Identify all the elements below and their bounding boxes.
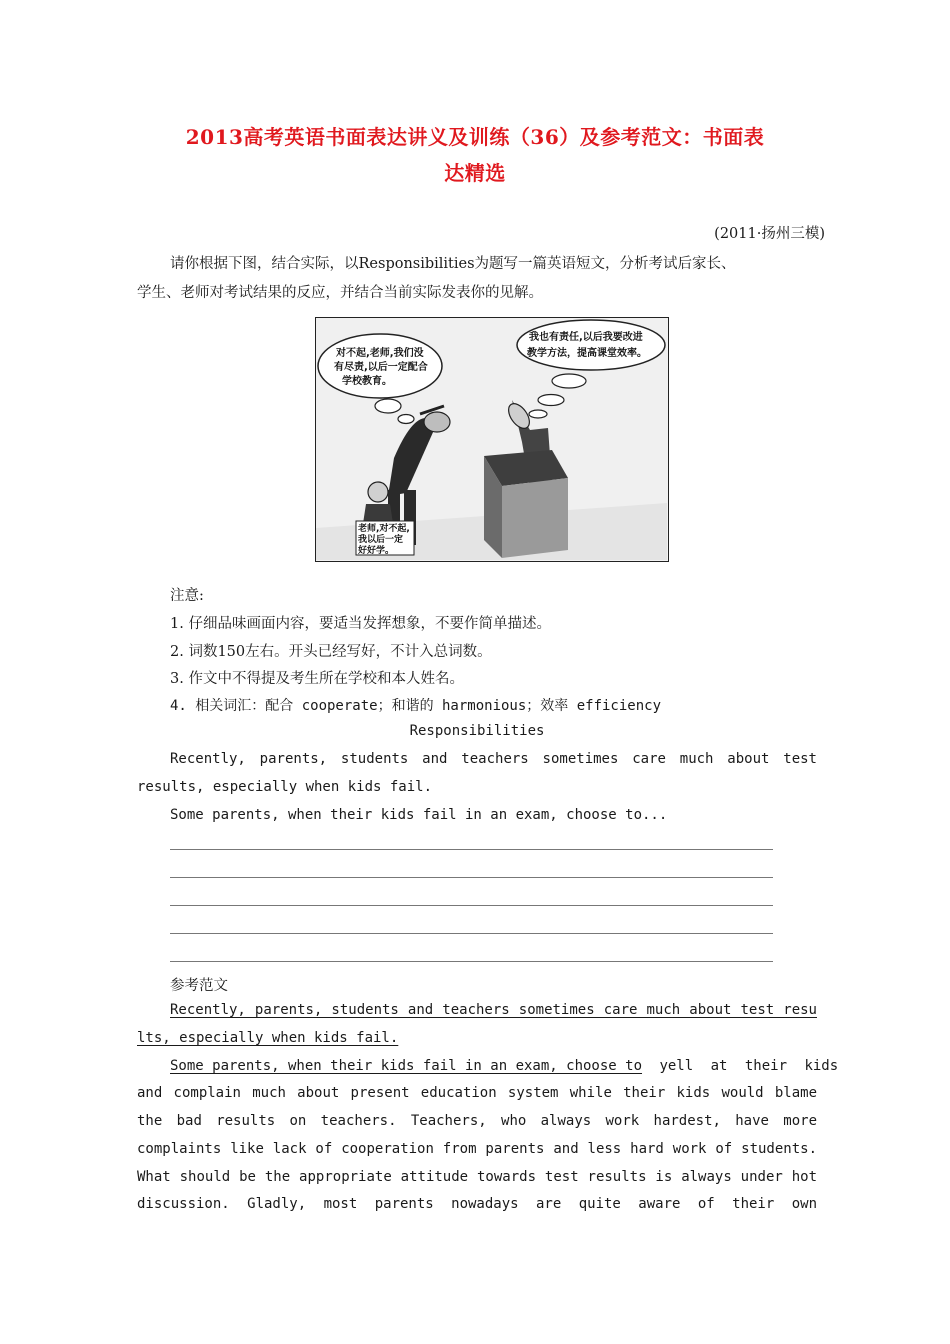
sample-line-5: the bad results on teachers. Teachers, who always work hardest, have more: [137, 1113, 817, 1129]
sample-line-4: and complain much about present education system while their kids would blame: [137, 1085, 817, 1101]
sample-line-1: Recently, parents, students and teachers sometimes care much about test resu: [170, 1002, 817, 1018]
source-citation: (2011·扬州三模): [714, 226, 825, 242]
left-bubble-line-3: 学校教育。: [342, 376, 392, 387]
cartoon-illustration: [315, 317, 669, 562]
prompt-line-2: 学生、老师对考试结果的反应，并结合当前实际发表你的见解。: [137, 285, 543, 301]
cartoon-drawing: [316, 318, 667, 560]
page-title-line1: 2013高考英语书面表达讲义及训练（36）及参考范文：书面表: [185, 125, 765, 149]
notes-item-3: 3. 作文中不得提及考生所在学校和本人姓名。: [170, 671, 464, 687]
sign-line-1: 老师,对不起,: [358, 524, 410, 534]
sample-line-6: complaints like lack of cooperation from parents and less hard work of students.: [137, 1141, 817, 1157]
answer-line-3[interactable]: [170, 905, 773, 906]
prompt-line-1: 请你根据下图，结合实际，以Responsibilities为题写一篇英语短文，分析考试后家长、: [170, 256, 736, 272]
answer-line-1[interactable]: [170, 849, 773, 850]
sample-line-8: discussion. Gladly, most parents nowadays are quite aware of their own: [137, 1196, 817, 1212]
notes-item-2: 2. 词数150左右。开头已经写好，不计入总词数。: [170, 644, 492, 660]
left-bubble-line-1: 对不起,老师,我们没: [336, 348, 424, 359]
sample-line-3: [137, 1058, 850, 1074]
answer-line-4[interactable]: [170, 933, 773, 934]
notes-item-1: 1. 仔细品味画面内容，要适当发挥想象，不要作简单描述。: [170, 616, 551, 632]
right-bubble-line-2: 教学方法，提高课堂效率。: [527, 348, 647, 359]
essay-p1-line1: Recently, parents, students and teachers sometimes care much about test: [170, 751, 817, 767]
right-bubble-line-1: 我也有责任,以后我要改进: [529, 332, 643, 343]
essay-p2: Some parents, when their kids fail in an exam, choose to...: [170, 807, 668, 823]
sign-line-3: 好好学。: [358, 546, 395, 556]
sample-line-2: lts, especially when kids fail.: [137, 1030, 399, 1046]
notes-heading: 注意:: [170, 588, 204, 604]
apology-sign: [356, 521, 414, 556]
left-bubble-line-2: 有尽责,以后一定配合: [334, 362, 428, 373]
right-thought-bubble: [517, 320, 665, 370]
sign-line-2: 我以后一定: [358, 535, 404, 545]
sample-heading: 参考范文: [170, 978, 228, 994]
answer-line-5[interactable]: [170, 961, 773, 962]
sample-line-7: What should be the appropriate attitude towards test results is always under hot: [137, 1169, 817, 1185]
answer-line-2[interactable]: [170, 877, 773, 878]
sample-line-3-rest: yell at their kids: [642, 1058, 839, 1074]
podium: [484, 450, 568, 558]
essay-p1-line2: results, especially when kids fail.: [137, 779, 433, 795]
sample-line-3-underlined: Some parents, when their kids fail in an exam, choose to: [170, 1058, 643, 1074]
notes-item-4: 4. 相关词汇：配合 cooperate；和谐的 harmonious；效率 efficiency: [170, 698, 662, 714]
essay-title: Responsibilities: [409, 723, 545, 739]
page-title-line2: 达精选: [444, 161, 506, 185]
